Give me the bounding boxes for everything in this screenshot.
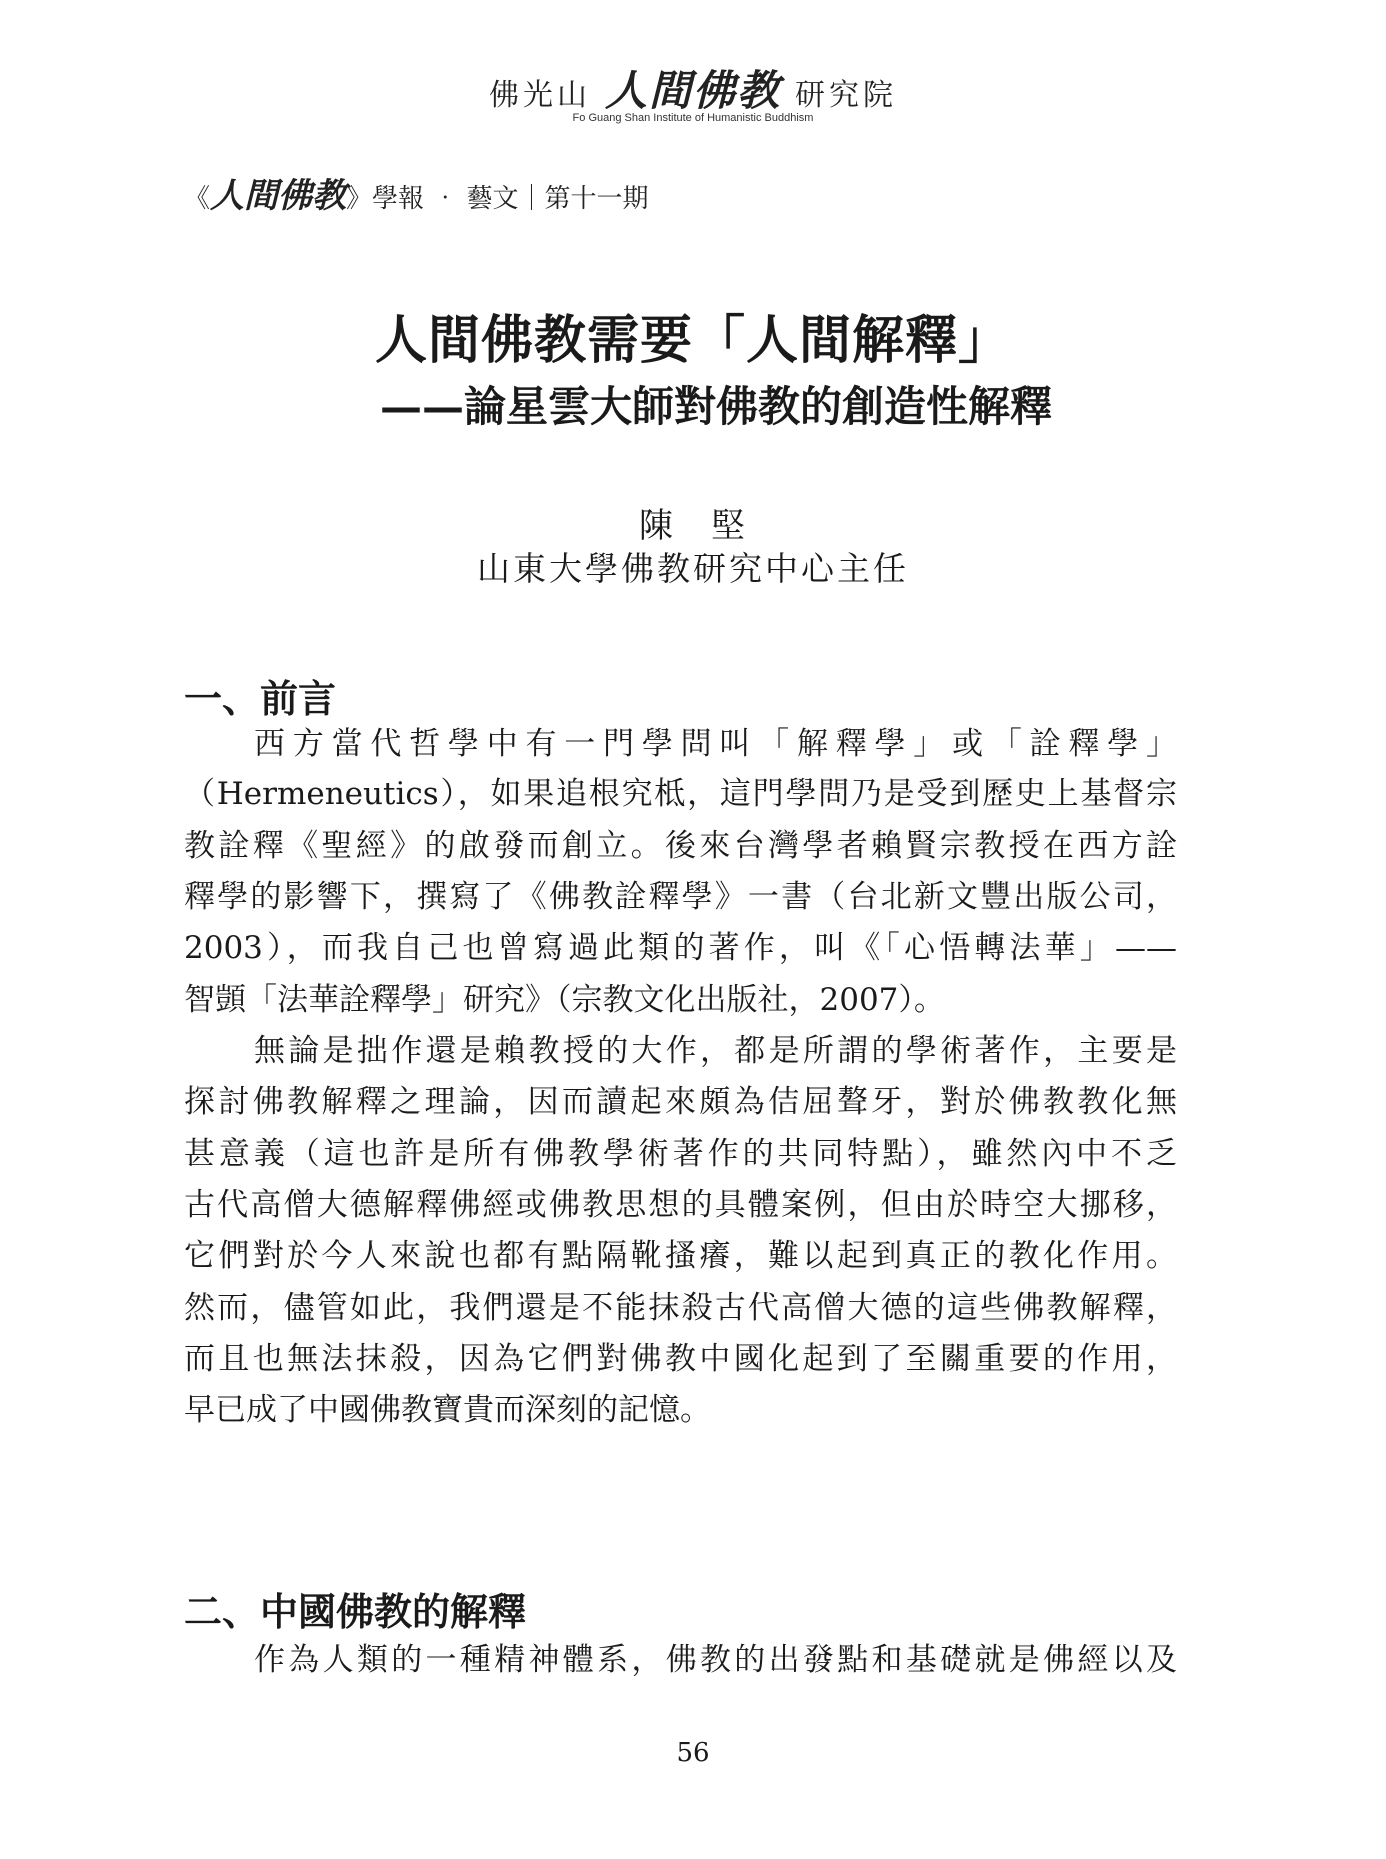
- article-title: 人間佛教需要「人間解釋」: [374, 310, 1011, 371]
- paragraph-line: 釋學的影響下，撰寫了《佛教詮釋學》一書（台北新文豐出版公司，: [184, 879, 1177, 915]
- institute-callig: 人間佛教: [604, 66, 781, 115]
- journal-open-bracket: 《: [184, 184, 211, 214]
- paragraph-line: 西方當代哲學中有一門學問叫「解釋學」或「詮釋學」: [254, 726, 1177, 762]
- page-number: 56: [676, 1738, 710, 1768]
- paragraph-line: 探討佛教解釋之理論，因而讀起來頗為佶屈聱牙，對於佛教教化無: [184, 1084, 1177, 1120]
- article-subtitle: ——論星雲大師對佛教的創造性解釋: [380, 382, 1053, 431]
- paragraph-line: （Hermeneutics），如果追根究柢，這門學問乃是受到歷史上基督宗: [184, 776, 1177, 812]
- paragraph-line: 而且也無法抹殺，因為它們對佛教中國化起到了至關重要的作用，: [184, 1341, 1177, 1377]
- journal-name: 人間佛教: [210, 176, 347, 216]
- section-heading-2: 二、中國佛教的解釋: [184, 1589, 527, 1634]
- author-affiliation: 山東大學佛教研究中心主任: [477, 549, 909, 588]
- paragraph-line: 智顗「法華詮釋學」研究》（宗教文化出版社，2007）。: [184, 982, 945, 1018]
- paragraph-line: 早已成了中國佛教寶貴而深刻的記憶。: [184, 1392, 711, 1428]
- institute-prefix: 佛光山: [488, 78, 591, 113]
- journal-running-header: [184, 168, 649, 217]
- institute-title: [0, 58, 1386, 118]
- paragraph-line: 2003），而我自己也曾寫過此類的著作，叫《「心悟轉法華」——: [184, 930, 1177, 966]
- author-name: 陳 堅: [639, 506, 747, 546]
- paragraph-line: 古代高僧大德解釋佛經或佛教思想的具體案例，但由於時空大挪移，: [184, 1187, 1177, 1223]
- section-heading-1: 一、前言: [184, 676, 337, 721]
- institute-english-name: Fo Guang Shan Institute of Humanistic Buddhism: [572, 112, 814, 124]
- paragraph-line: 甚意義（這也許是所有佛教學術著作的共同特點），雖然內中不乏: [184, 1136, 1177, 1172]
- paragraph-line: 無論是拙作還是賴教授的大作，都是所謂的學術著作，主要是: [254, 1033, 1177, 1069]
- institute-suffix: 研究院: [795, 78, 897, 113]
- journal-issue: 》學報 ‧ 藝文｜第十一期: [346, 184, 649, 214]
- paragraph-line: 然而，儘管如此，我們還是不能抹殺古代高僧大德的這些佛教解釋，: [184, 1290, 1177, 1326]
- paragraph-line: 作為人類的一種精神體系，佛教的出發點和基礎就是佛經以及: [254, 1642, 1177, 1678]
- paragraph-line: 它們對於今人來說也都有點隔靴搔癢，難以起到真正的教化作用。: [184, 1238, 1177, 1274]
- paragraph-line: 教詮釋《聖經》的啟發而創立。後來台灣學者賴賢宗教授在西方詮: [184, 828, 1177, 864]
